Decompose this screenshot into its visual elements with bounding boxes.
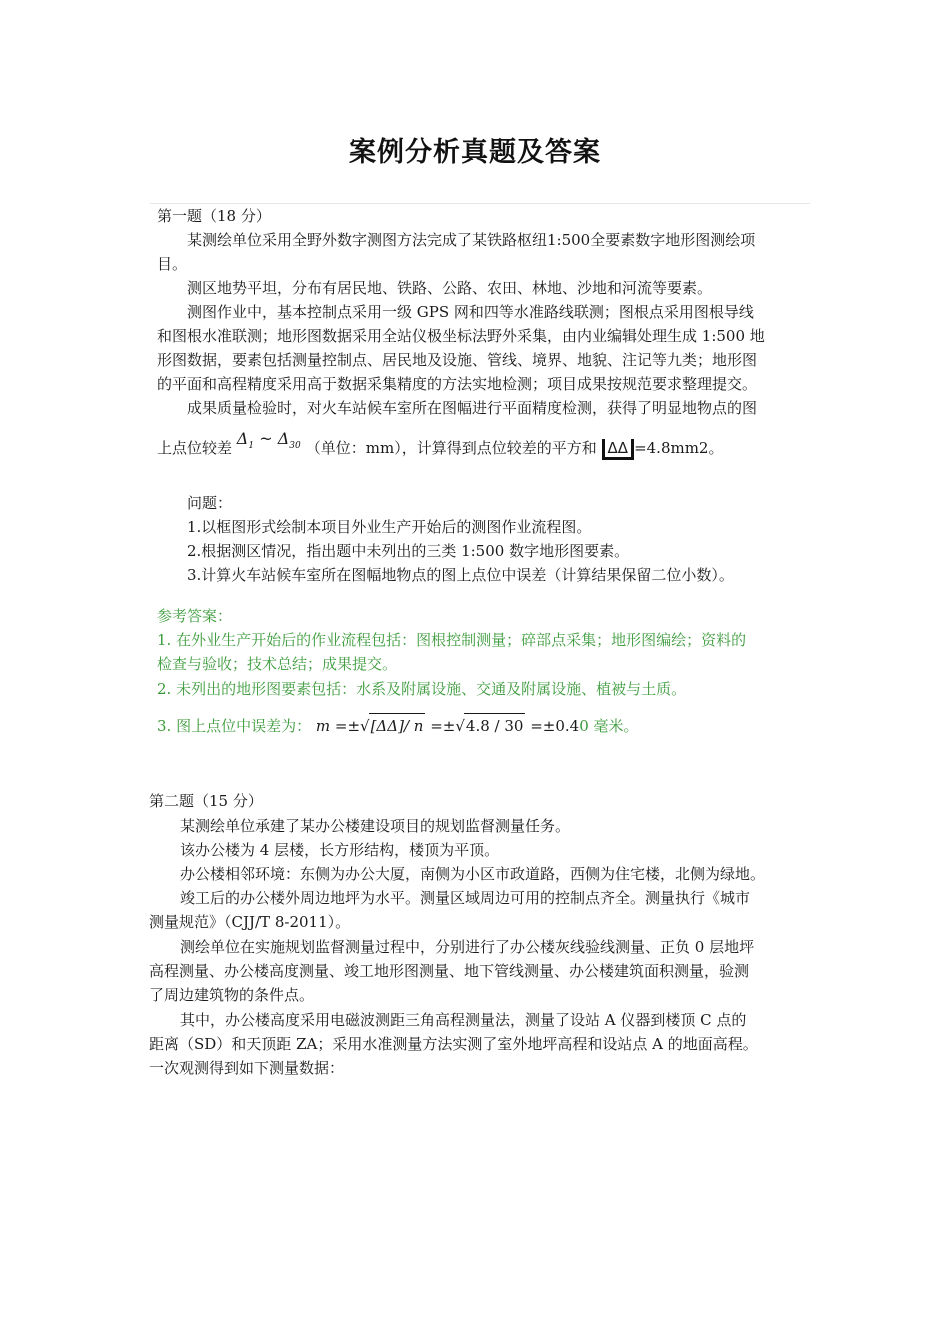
formula-m: m bbox=[315, 717, 331, 735]
answer-2: 2. 未列出的地形图要素包括：水系及附属设施、交通及附属设施、植被与土质。 bbox=[157, 680, 687, 698]
sqrt-icon: √ bbox=[455, 717, 465, 735]
q1-p4b-prefix: 上点位较差 bbox=[157, 439, 233, 457]
delta-tilde: ~ bbox=[259, 429, 273, 448]
q1-p4b-middle: （单位：mm），计算得到点位较差的平方和 bbox=[305, 439, 597, 457]
delta-index-start: 1 bbox=[248, 441, 255, 452]
delta-symbol-end: Δ bbox=[277, 429, 290, 448]
q2-paragraph-6b: 距离（SD）和天顶距 ZA；采用水准测量方法实测了室外地坪高程和设站点 A 的地面高程。 bbox=[149, 1035, 758, 1053]
page-title: 案例分析真题及答案 bbox=[349, 137, 601, 168]
q1-paragraph-3a: 测图作业中，基本控制点采用一级 GPS 网和四等水准路线联测；图根点采用图根导线 bbox=[187, 303, 754, 321]
answer-1a: 1. 在外业生产开始后的作业流程包括：图根控制测量；碎部点采集；地形图编绘；资料的 bbox=[157, 631, 747, 649]
q1-paragraph-3c: 形图数据，要素包括测量控制点、居民地及设施、管线、境界、地貌、注记等九类；地形图 bbox=[157, 351, 758, 369]
q1-questions-label: 问题： bbox=[187, 494, 233, 512]
q1-heading: 第一题（18 分） bbox=[157, 207, 271, 225]
formula-eq2: =± bbox=[425, 717, 456, 735]
q2-paragraph-4a: 竣工后的办公楼外周边地坪为水平。测量区域周边可用的控制点齐全。测量执行《城市 bbox=[180, 889, 751, 907]
q1-question-1: 1.以框图形式绘制本项目外业生产开始后的测图作业流程图。 bbox=[187, 518, 592, 536]
q1-paragraph-3d: 的平面和高程精度采用高于数据采集精度的方法实地检测；项目成果按规范要求整理提交。 bbox=[157, 375, 758, 393]
q1-question-2: 2.根据测区情况，指出题中未列出的三类 1:500 数字地形图要素。 bbox=[187, 542, 630, 560]
sum-of-squares-bracket: ΔΔ bbox=[602, 439, 635, 460]
q1-paragraph-1a: 某测绘单位采用全野外数字测图方法完成了某铁路枢纽1:500全要素数字地形图测绘项 bbox=[187, 231, 756, 249]
formula-eq3: =±0.4 bbox=[525, 717, 580, 735]
q2-paragraph-4b: 测量规范》（CJJ/T 8-2011）。 bbox=[149, 913, 351, 931]
q1-paragraph-4a: 成果质量检验时，对火车站候车室所在图幅进行平面精度检测，获得了明显地物点的图 bbox=[187, 399, 758, 417]
q1-question-3: 3.计算火车站候车室所在图幅地物点的图上点位中误差（计算结果保留二位小数）。 bbox=[187, 566, 734, 584]
q2-paragraph-5a: 测绘单位在实施规划监督测量过程中，分别进行了办公楼灰线验线测量、正负 0 层地坪 bbox=[180, 938, 755, 956]
formula-radicand-2: 4.8 / 30 bbox=[464, 713, 526, 738]
q2-paragraph-5c: 了周边建筑物的条件点。 bbox=[149, 986, 315, 1004]
answer-1b: 检查与验收；技术总结；成果提交。 bbox=[157, 655, 398, 673]
q2-heading: 第二题（15 分） bbox=[149, 792, 263, 810]
answer-3-prefix: 3. 图上点位中误差为： bbox=[157, 717, 312, 735]
delta-range-formula bbox=[236, 429, 306, 452]
sqrt-icon: √ bbox=[360, 717, 370, 735]
delta-index-end: 30 bbox=[289, 441, 301, 452]
q2-paragraph-1: 某测绘单位承建了某办公楼建设项目的规划监督测量任务。 bbox=[180, 817, 571, 835]
q2-paragraph-6c: 一次观测得到如下测量数据： bbox=[149, 1059, 345, 1077]
q2-paragraph-6a: 其中，办公楼高度采用电磁波测距三角高程测量法，测量了设站 A 仪器到楼顶 C 点的 bbox=[180, 1011, 747, 1029]
answer-3 bbox=[157, 713, 639, 738]
q2-paragraph-2: 该办公楼为 4 层楼，长方形结构，楼顶为平顶。 bbox=[180, 841, 500, 859]
q1-paragraph-1b: 目。 bbox=[157, 255, 188, 273]
delta-symbol-start: Δ bbox=[236, 429, 249, 448]
q2-paragraph-3: 办公楼相邻环境：东侧为办公大厦，南侧为小区市政道路，西侧为住宅楼，北侧为绿地。 bbox=[180, 865, 766, 883]
q1-paragraph-4b bbox=[157, 429, 724, 467]
q1-p4b-suffix: =4.8mm2。 bbox=[634, 439, 724, 457]
formula-radicand-1: [ΔΔ]/ n bbox=[369, 713, 426, 738]
q1-paragraph-2: 测区地势平坦，分布有居民地、铁路、公路、农田、林地、沙地和河流等要素。 bbox=[187, 279, 713, 297]
answer-label: 参考答案： bbox=[157, 607, 233, 625]
answer-3-suffix: 0 毫米。 bbox=[579, 717, 639, 735]
q1-paragraph-3b: 和图根水准联测；地形图数据采用全站仪极坐标法野外采集，由内业编辑处理生成 1:500 地 bbox=[157, 327, 765, 345]
formula-eq1: =± bbox=[330, 717, 361, 735]
q2-paragraph-5b: 高程测量、办公楼高度测量、竣工地形图测量、地下管线测量、办公楼建筑面积测量，验测 bbox=[149, 962, 750, 980]
